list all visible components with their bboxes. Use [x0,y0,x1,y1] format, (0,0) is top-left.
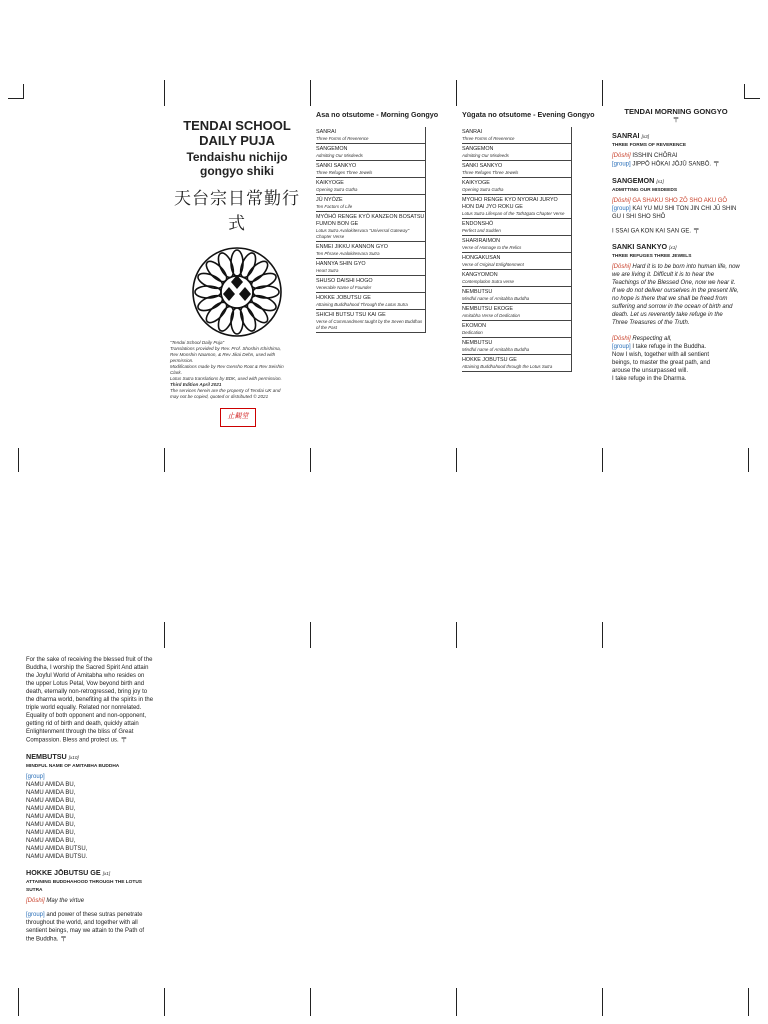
item-name: ENMEI JIKKU KANNON GYO [316,244,388,250]
list-item [462,195,571,219]
item-description: Ten Phrase Avalokitesvara Sutra [316,251,380,256]
nembutsu-line: NAMU AMIDA BU, [26,821,76,828]
sanki-line: I take refuge in the Dharma. [612,376,687,383]
service-heading: TENDAI MORNING GONGYO [624,107,728,116]
item-name: HOKKE JOBUTSU GE [316,295,371,301]
item-description: Attaining Buddhahood through the Lotus Sutra [462,364,553,369]
item-description: Mindful name of Amitabha Buddha [462,296,530,301]
item-name: SANRAI [462,129,483,135]
item-description: Lotus Sutra Lifespan of the Tathāgata Chapter Verse [462,211,565,216]
fold-mark [456,622,457,648]
list-item [462,236,571,253]
sanki-doshi2: [Dōshi] Respecting all, [612,336,672,343]
cover-credits [170,340,306,427]
item-description: Contemplation Sutra verse [462,279,514,284]
list-item [316,178,425,195]
item-description: Dedication [462,330,483,335]
fold-mark [602,448,603,472]
sanki-line: beings, to master the great path, and [612,360,711,367]
item-name: JŪ NYŌZE [316,197,343,203]
sanrai-doshi-line: [Dōshi] ISSHIN CHŌRAI [612,153,678,159]
item-name: SHARIRAIMON [462,238,501,244]
cover-kanji: 天台宗日常勤行式 [174,189,300,234]
item-name: HONGAKUSAN [462,255,501,261]
fold-mark [164,80,165,106]
item-description: Admitting Our Misdeeds [316,153,363,158]
list-item [462,321,571,338]
list-item [462,127,571,144]
list-item [462,304,571,321]
nembutsu-heading: NEMBUTSU [x10] [26,751,79,761]
bell-glyph-icon: 〒 [60,934,68,943]
back-panel [26,656,154,943]
fold-mark [456,988,457,1016]
item-description: Opening Sutra Gatha [316,187,358,192]
item-name: MYOHO RENGE KYO NYORAI JURYO HON DAI JYO ROKU GE [462,197,558,210]
sanki-line: Now I wish, together with all sentient [612,352,710,359]
credit-line: permission. [170,358,194,363]
item-name: MYŌHŌ RENGE KYŌ KANZEON BOSATSU FUMON BON GE [316,214,425,227]
sanrai-subtitle: THREE FORMS OF REVERENCE [612,143,687,148]
item-description: Opening Sutra Gatha [462,187,504,192]
item-description: Perfect and Sudden [462,228,501,233]
fold-mark [164,622,165,648]
nembutsu-line: NAMU AMIDA BUTSU, [26,845,88,852]
list-item [462,253,571,270]
item-name: NEMBUTSU [462,289,493,295]
nembutsu-line: NAMU AMIDA BU, [26,837,76,844]
item-description: Three Forms of Reverence [316,136,369,141]
item-description: Ten Factors of Life [316,204,353,209]
bell-glyph-icon: 〒 [672,116,680,124]
nembutsu-lines [26,781,154,861]
item-description: Venerable Name of Founder [316,285,372,290]
edition-line: Third Edition April 2021 [170,382,222,387]
sanrai-group-line: [group] JIPPŌ HŌKAI JŌJŪ SANBŌ. 〒 [612,160,720,168]
nembutsu-line: NAMU AMIDA BU, [26,789,76,796]
cover-subtitle: Tendaishu nichijo gongyo shiki [186,150,288,178]
item-description: Three Refuges Three Jewels [316,170,373,175]
cover-title: TENDAI SCHOOL DAILY PUJA [183,118,291,148]
nembutsu-subtitle: MINDFUL NAME OF AMITABHA BUDDHA [26,763,120,769]
item-name: ENDONSHŌ [462,221,494,227]
item-description: Three Forms of Reverence [462,136,515,141]
rights-line: may not be copied, quoted or distributed © 2021 [170,394,269,399]
fold-mark [456,80,457,106]
list-item [462,178,571,195]
fold-mark [602,988,603,1016]
cover-panel [168,118,306,338]
item-name: SANKI SANKYO [462,163,503,169]
list-item [316,293,425,310]
nembutsu-line: NAMU AMIDA BU, [26,797,76,804]
nembutsu-line: NAMU AMIDA BU, [26,813,76,820]
list-item [316,259,425,276]
rights-line: The services herein are the property of Tendai UK and [170,388,281,393]
list-item [462,219,571,236]
nembutsu-line: NAMU AMIDA BU, [26,805,76,812]
item-name: SHICHI BUTSU TSU KAI GE [316,312,386,318]
morning-heading: Asa no otsutome - Morning Gongyo [316,110,439,119]
morning-list [316,127,426,333]
fold-mark [748,988,749,1016]
list-item [316,144,425,161]
bell-glyph-icon: 〒 [692,226,700,235]
nembutsu-group: [group] [26,773,45,780]
crop-mark [23,84,24,98]
item-name: HANNYA SHIN GYO [316,261,366,267]
fold-mark [602,622,603,648]
nembutsu-line: NAMU AMIDA BU, [26,829,76,836]
list-item [316,310,425,333]
list-item [316,276,425,293]
sanki-subtitle: THREE REFUGES THREE JEWELS [612,254,692,260]
list-item [316,195,425,212]
item-description: Amitabha Verse of Dedication [462,313,520,318]
fold-mark [748,448,749,472]
red-seal-stamp: 止観堂 [220,408,256,427]
fold-mark [18,988,19,1016]
crop-mark [8,98,24,99]
item-description: Verse of Homage to the Relics [462,245,522,250]
item-name: SANKI SANKYO [316,163,357,169]
item-description: Lotus Sutra Avalokitesvara "Universal Gateway" Chapter Verse [316,228,410,239]
item-description: Admitting Our Misdeeds [462,153,509,158]
nembutsu-line: NAMU AMIDA BU, [26,781,76,788]
sangemon-subtitle: ADMITTING OUR MISDEEDS [612,187,678,193]
fold-mark [602,80,603,106]
sanki-group: [group] I take refuge in the Buddha. [612,344,707,351]
dedication-paragraph: For the sake of receiving the blessed fruit of the Buddha, I worship the Sacred Spirit And attain the Joyful World of Amitabha who resides on the upper Lotus Petal, Vow beyond birth and death, eternally non-retrogressed, bring joy to the dharma world, benefiting all the spirits in the triple world equally. Related nor nonrelated. Equality of both opponent and non-opponent, getting rid of birth and death, quickly attain Enlightenment through the bliss of Great Compassion. Bless and protect us. 〒 [26,657,154,744]
chrysanthemum-crest-icon [191,246,283,338]
list-item [316,161,425,178]
list-item [462,144,571,161]
hokke-doshi: [Dōshi] May the virtue [26,897,85,904]
item-description: Mindful name of Amitabha Buddha [462,347,530,352]
item-name: SANGEMON [316,146,348,152]
credit-line: Lotus Sutra translations by BDK, used with permission. [170,376,282,381]
item-name: KAIKYOGE [462,180,490,186]
item-name: KAIKYOGE [316,180,344,186]
list-item [462,161,571,178]
list-item [316,212,425,242]
evening-heading: Yūgata no otsutome - Evening Gongyo [462,110,595,119]
item-name: NEMBUTSU [462,340,493,346]
fold-mark [164,448,165,472]
credit-line: Modifications made by Rev Gensho Root & Rev Seishin [170,364,284,369]
bell-glyph-icon: 〒 [120,736,128,744]
sanki-line: arouse the unsurpassed will. [612,368,689,375]
item-name: SHUSO DAISHI HOGO [316,278,373,284]
fold-mark [164,988,165,1016]
item-name: KANGYOMON [462,272,498,278]
sangemon-line2: I SSAI GA KON KAI SAN GE. 〒 [612,226,700,235]
list-item [316,127,425,144]
credit-line: Rev Monshin Naamon, & Rev Jikai Dehn, used with [170,352,276,357]
fold-mark [310,448,311,472]
list-item [462,270,571,287]
sanrai-heading: SANRAI [x3] [612,131,649,140]
item-description: Verse of Original Enlightenment [462,262,524,267]
item-name: EKOMON [462,323,486,329]
hokke-group: [group] and power of these sutras penetrate throughout the world, and together with all sentient beings, may we attain to the Path of the Buddha. 〒 [26,911,145,943]
fold-mark [310,988,311,1016]
credit-line: Translations provided by Rev. Prof. Shoshin Ichishima, [170,346,281,351]
list-item [316,242,425,259]
item-name: HOKKE JOBUTSU GE [462,357,517,363]
nembutsu-line: NAMU AMIDA BUTSU. [26,853,88,860]
crop-mark [744,84,745,98]
fold-mark [18,448,19,472]
sangemon-heading: SANGEMON [x1] [612,175,664,185]
item-name: NEMBUTSU EKOGE [462,306,513,312]
list-item [462,355,571,372]
item-description: Heart Sutra [316,268,339,273]
list-item [462,287,571,304]
fold-mark [310,80,311,106]
item-name: SANRAI [316,129,337,135]
sanki-doshi-para: [Dōshi] Hard it is to be born into human life, now we are living it. Difficult it is to hear the Teachings of the Blessed One, now we hear it. If we do not deliver ourselves in the present life, no hope is there that we shall be freed from suffering and sorrow in the ocean of birth and death. Let us reverently take refuge in the Three Treasures of the Truth. [612,264,740,327]
hokke-subtitle: ATTAINING BUDDHAHOOD THROUGH THE LOTUS SUTRA [26,879,143,893]
fold-mark [456,448,457,472]
evening-list [462,127,572,372]
list-item [462,338,571,355]
morning-contents [316,110,439,333]
credit-line: "Tendai School Daily Puja" [170,340,225,345]
item-description: Attaining Buddhahood Through the Lotus Sutra [316,302,408,307]
service-panel [612,108,740,383]
sanki-heading: SANKI SANKYO [x1] [612,242,677,252]
fold-mark [310,622,311,648]
hokke-heading: HOKKE JŌBUTSU GE [x1] [26,867,111,877]
item-description: Three Refuges Three Jewels [462,170,519,175]
credit-line: Clark. [170,370,182,375]
item-name: SANGEMON [462,146,494,152]
item-description: Verse of Commandment taught by the Seven Buddhas of the Past [316,319,423,330]
crop-mark [744,98,760,99]
bell-glyph-icon: 〒 [712,160,720,168]
sangemon-lines: [Dōshi] GA SHAKU SHO ZŌ SHO AKU GŌ [group] KAI YU MU SHI TON JIN CHI JŪ SHIN GU I SHI SHO SHŌ [612,197,737,220]
evening-contents [462,110,595,372]
